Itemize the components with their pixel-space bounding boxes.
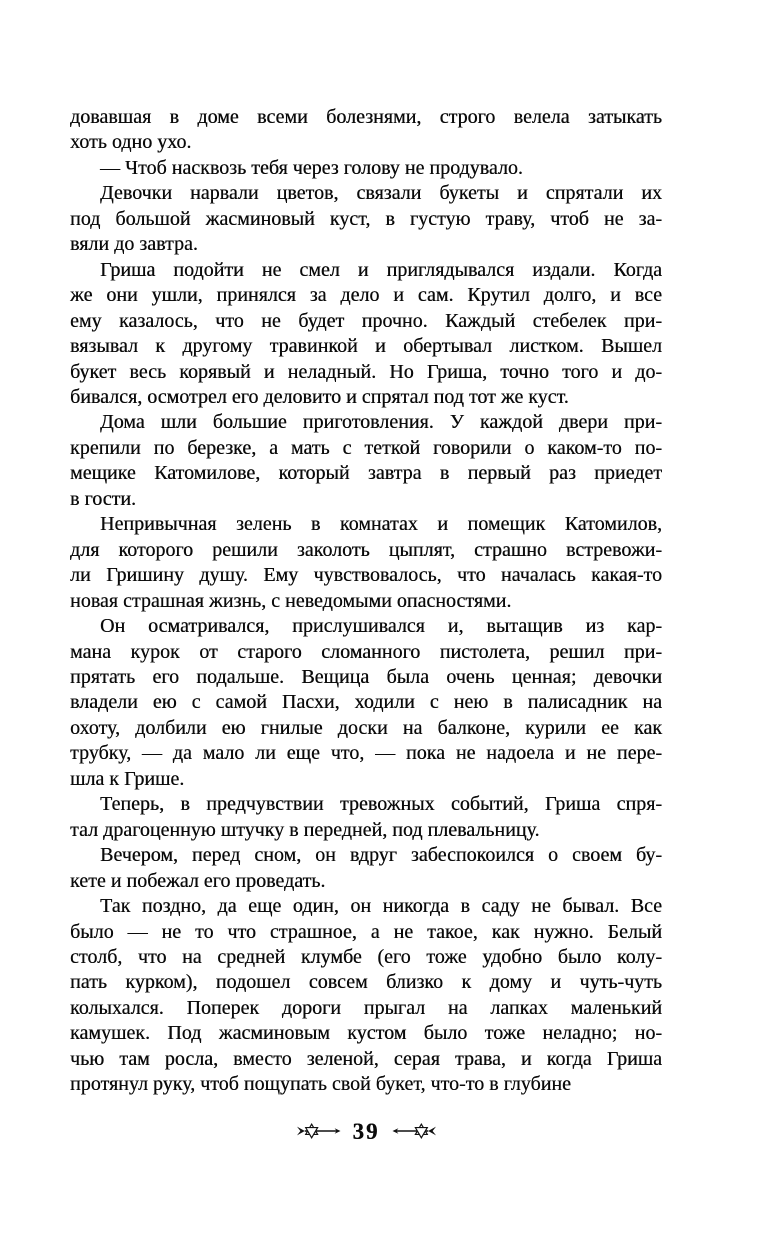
text-line: пать курком), подошел совсем близко к дому и чуть-чуть xyxy=(70,971,662,994)
text-line: Вечером, перед сном, он вдруг забеспокоился о своем бу- xyxy=(100,844,662,867)
text-line: чью там росла, вместо зеленой, серая трава, и когда Гриша xyxy=(70,1047,662,1070)
text-block xyxy=(70,105,662,1098)
text-line: было — не то что страшное, а не такое, как нужно. Белый xyxy=(70,920,662,943)
text-line: шла к Грише. xyxy=(70,767,185,790)
footer-left-star-arrow-ornament-icon xyxy=(296,1123,341,1139)
paragraph xyxy=(70,410,662,512)
text-line: мещике Катомилове, который завтра в первый раз приедет xyxy=(70,462,662,485)
text-line: Девочки нарвали цветов, связали букеты и спрятали их xyxy=(100,182,662,205)
text-line: Теперь, в предчувствии тревожных событий, Гриша спря- xyxy=(100,793,662,816)
text-line: Дома шли большие приготовления. У каждой двери при- xyxy=(100,411,662,434)
text-line: мана курок от старого сломанного пистолета, решил при- xyxy=(70,640,662,663)
text-line: вязывал к другому травинкой и обертывал листком. Вышел xyxy=(70,335,662,358)
paragraph xyxy=(70,512,662,614)
text-line: новая страшная жизнь, с неведомыми опасностями. xyxy=(70,589,512,612)
paragraph xyxy=(70,843,662,894)
text-line: владели ею с самой Пасхи, ходили с нею в палисадник на xyxy=(70,691,662,714)
text-line: Гриша подойти не смел и приглядывался издали. Когда xyxy=(100,258,662,281)
text-line: столб, что на средней клумбе (его тоже удобно было колу- xyxy=(70,945,662,968)
paragraph xyxy=(70,894,662,1098)
text-line: прятать его подальше. Вещица была очень ценная; девочки xyxy=(70,665,662,688)
text-line: бивался, осмотрел его деловито и спрятал под тот же куст. xyxy=(70,385,569,408)
paragraph xyxy=(70,614,662,792)
text-line: хоть одно ухо. xyxy=(70,131,192,154)
text-line: охоту, долбили ею гнилые доски на балконе, курили ее как xyxy=(70,716,662,739)
text-line: трубку, — да мало ли еще что, — пока не надоела и не пере- xyxy=(70,742,662,765)
text-line: протянул руку, чтоб пощупать свой букет, что-то в глубине xyxy=(70,1073,571,1096)
paragraph xyxy=(70,792,662,843)
page-footer xyxy=(70,1117,662,1145)
paragraph xyxy=(70,181,662,257)
text-line: — Чтоб насквозь тебя через голову не продувало. xyxy=(100,156,523,179)
paragraph xyxy=(70,156,662,181)
text-line: Он осматривался, прислушивался и, вытащив из кар- xyxy=(100,615,662,638)
page-number: 39 xyxy=(352,1118,380,1144)
text-line: для которого решили заколоть цыплят, страшно встревожи- xyxy=(70,538,662,561)
text-line: же они ушли, принялся за дело и сам. Крутил долго, и все xyxy=(70,284,662,307)
text-line: в гости. xyxy=(70,487,136,510)
text-line: ему казалось, что не будет прочно. Каждый стебелек при- xyxy=(70,309,662,332)
text-line: ли Гришину душу. Ему чувствовалось, что началась какая-то xyxy=(70,564,662,587)
text-line: кете и побежал его проведать. xyxy=(70,869,326,892)
text-line: вяли до завтра. xyxy=(70,233,198,256)
text-line: довавшая в доме всеми болезнями, строго велела затыкать xyxy=(70,106,662,128)
text-line: букет весь корявый и неладный. Но Гриша, точно того и до- xyxy=(70,360,662,383)
text-line: тал драгоценную штучку в передней, под плевальницу. xyxy=(70,818,540,841)
footer-right-star-arrow-ornament-icon xyxy=(392,1123,437,1139)
text-line: Так поздно, да еще один, он никогда в саду не бывал. Все xyxy=(100,895,662,918)
paragraph xyxy=(70,258,662,411)
text-line: Непривычная зелень в комнатах и помещик Катомилов, xyxy=(100,513,662,536)
text-line: камушек. Под жасминовым кустом было тоже неладно; но- xyxy=(70,1022,662,1045)
text-line: под большой жасминовый куст, в густую траву, чтоб не за- xyxy=(70,207,662,230)
paragraph xyxy=(70,105,662,156)
text-line: крепили по березке, а мать с теткой говорили о каком-то по- xyxy=(70,436,662,459)
text-line: колыхался. Поперек дороги прыгал на лапках маленький xyxy=(70,996,662,1019)
